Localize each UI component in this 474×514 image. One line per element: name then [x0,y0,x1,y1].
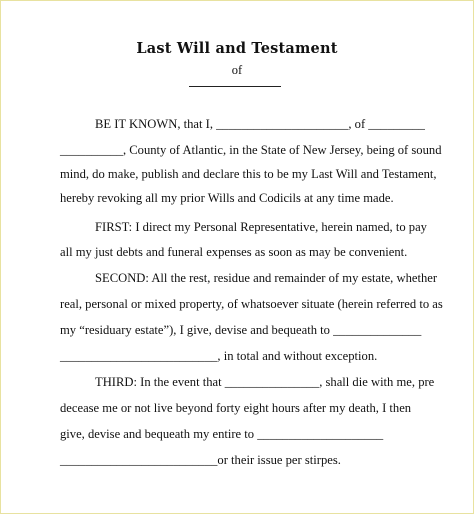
paragraph-line: all my just debts and funeral expenses as soon as may be convenient. [60,245,408,259]
testator-name-blank [189,86,281,87]
paragraph-line: mind, do make, publish and declare this to be my Last Will and Testament, [60,167,437,181]
paragraph-line: _________________________, in total and without exception. [60,349,378,363]
paragraph-line: SECOND: All the rest, residue and remainder of my estate, whether [95,271,438,285]
of-label: of [231,63,243,77]
paragraph-line: BE IT KNOWN, that I, _____________________, of _________ [95,117,425,131]
document-title: Last Will and Testament [136,40,338,57]
paragraph-line: __________, County of Atlantic, in the State of New Jersey, being of sound [60,143,442,157]
paragraph-line: give, devise and bequeath my entire to ____________________ [60,427,384,441]
paragraph-line: _________________________or their issue per stirpes. [60,453,341,467]
paragraph-line: my “residuary estate”), I give, devise and bequeath to ______________ [60,323,422,337]
paragraph-line: FIRST: I direct my Personal Representative, herein named, to pay [95,220,427,234]
paragraph-line: THIRD: In the event that _______________, shall die with me, pre [95,375,435,389]
paragraph-line: hereby revoking all my prior Wills and Codicils at any time made. [60,191,394,205]
paragraph-line: real, personal or mixed property, of whatsoever situate (herein referred to as [60,297,443,311]
paragraph-line: decease me or not live beyond forty eight hours after my death, I then [60,401,412,415]
